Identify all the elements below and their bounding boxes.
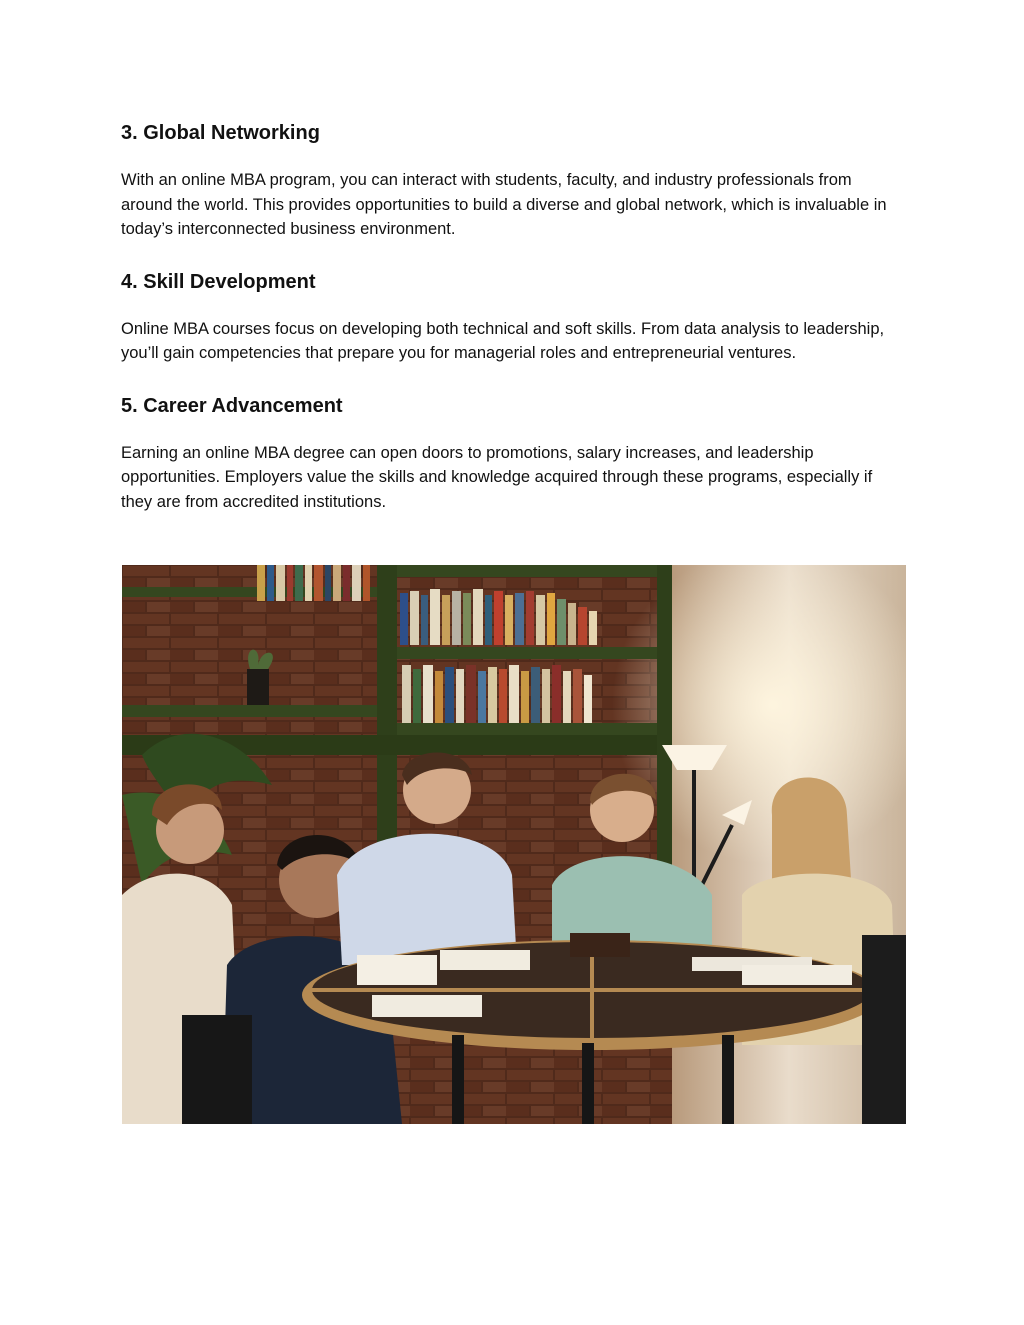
section-body: With an online MBA program, you can interact with students, faculty, and industry professionals from around the world. This provides opportunities to build a diverse and global network, which is invaluable in today’s interconnected business environment. [121,171,887,238]
section-heading: 3. Global Networking [121,122,320,144]
section-global-networking [121,118,907,242]
section-heading: 5. Career Advancement [121,394,343,417]
section-body: Online MBA courses focus on developing both technical and soft skills. From data analysis to leadership, you’ll gain competencies that prepare you for managerial roles and entrepreneurial ventures. [121,319,885,362]
study-group-photo [122,565,906,1124]
section-body: Earning an online MBA degree can open doors to promotions, salary increases, and leadership opportunities. Employers value the skills and knowledge acquired through these programs, especially if they are from accredited institutions. [121,443,873,511]
section-skill-development [121,267,907,366]
article-content [121,118,907,514]
section-heading: 4. Skill Development [121,270,316,293]
section-career-advancement [121,391,907,515]
photo-illustration [122,565,906,1124]
